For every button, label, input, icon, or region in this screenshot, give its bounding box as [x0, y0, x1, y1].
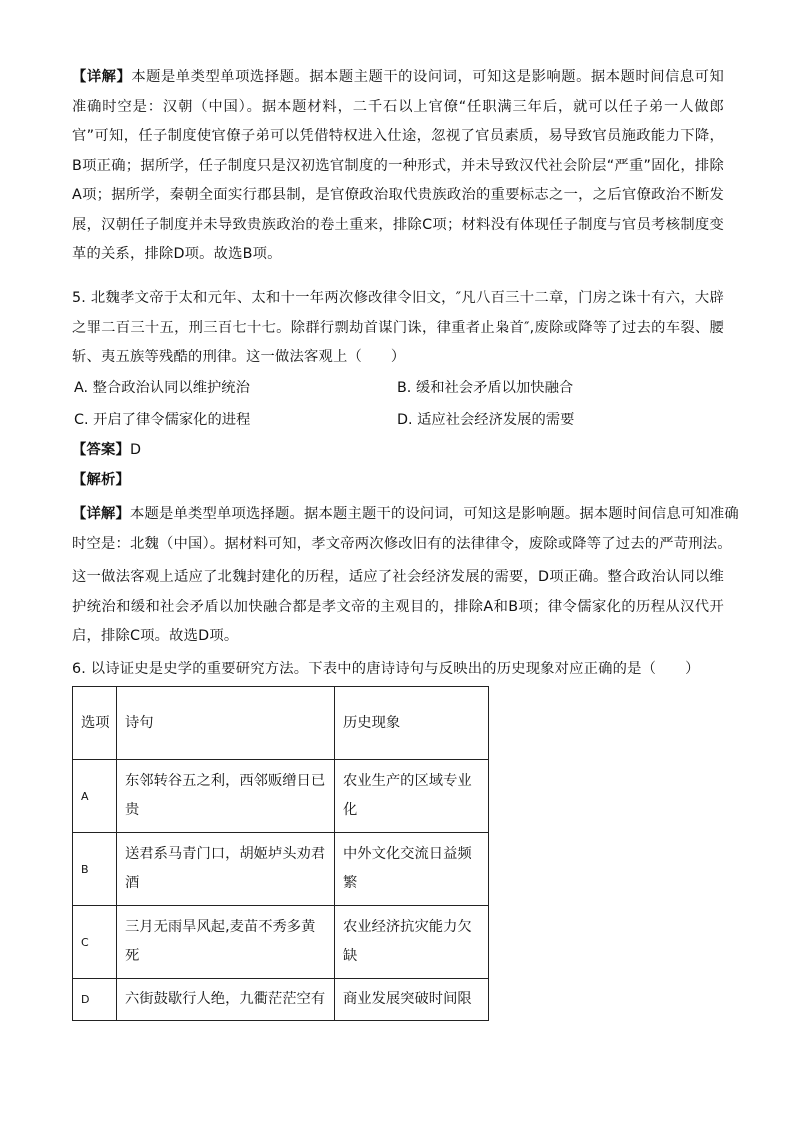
- analysis-label: 【解析】: [72, 472, 130, 488]
- row-option: C: [73, 906, 117, 979]
- row-poem: 东邻转谷五之利，西邻贩缯日已贵: [117, 760, 335, 833]
- row-poem: 六街鼓歇行人绝，九衢茫茫空有: [117, 979, 335, 1021]
- q5-detail-rest: 这一做法客观上适应了北魏封建化的历程，适应了社会经济发展的需要，D项正确。整合政治认同以维护统治和缓和社会矛盾以加快融合都是孝文帝的主观目的，排除A和B项；律令儒家化的历程从汉代开启，排除C项。故选D项。: [72, 569, 724, 644]
- row-history: 农业生产的区域专业化: [335, 760, 489, 833]
- q5-detail-line-2: 时空是：北魏（中国）。据材料可知，孝文帝两次修改旧有的法律律令，废除或降等了过去的严苛刑法。: [72, 536, 732, 552]
- poem-history-table: [72, 686, 489, 1021]
- answer-value: D: [130, 442, 142, 458]
- q5-option-c: C. 开启了律令儒家化的进程: [74, 412, 251, 428]
- q5-option-a: A. 整合政治认同以维护统治: [74, 380, 250, 396]
- row-poem: 三月无雨旱风起,麦苗不秀多黄死: [117, 906, 335, 979]
- detail-paragraph-q4: [72, 63, 724, 270]
- detail-text: 本题是单类型单项选择题。据本题主题干的设问词，可知这是影响题。据本题时间信息可知准确时空是：汉朝（中国）。据本题材料，二千石以上官僚“任职满三年后，就可以任子弟一人做郎官”可知，任子制度使官僚子弟可以凭借特权进入仕途，忽视了官员素质，易导致官员施政能力下降，B项正确；据所学，任子制度只是汉初选官制度的一种形式，并未导致汉代社会阶层“严重”固化，排除A项；据所学，秦朝全面实行郡县制，是官僚政治取代贵族政治的重要标志之一，之后官僚政治不断发展，汉朝任子制度并未导致贵族政治的卷土重来，排除C项；材料没有体现任子制度与官员考核制度变革的关系，排除D项。故选B项。: [72, 69, 724, 262]
- table-row: [73, 833, 489, 906]
- q5-answer: [72, 436, 724, 466]
- table-header-row: [73, 687, 489, 760]
- header-option: 选项: [73, 687, 117, 760]
- row-history: 商业发展突破时间限: [335, 979, 489, 1021]
- table-row: [73, 979, 489, 1021]
- question-5-stem: 5. 北魏孝文帝于太和元年、太和十一年两次修改律令旧文，″凡八百三十二章，门房之诛十有六，大辟之罪二百三十五，刑三百七十七。除群行剽劫首谋门诛，律重者止枭首″,废除或降等了过去的车裂、腰斩、夷五族等残酷的刑律。这一做法客观上（ ）: [72, 290, 724, 365]
- answer-label: 【答案】: [72, 442, 130, 458]
- row-option: D: [73, 979, 117, 1021]
- q5-option-d: D. 适应社会经济发展的需要: [397, 412, 575, 428]
- row-poem: 送君系马青门口，胡姬垆头劝君酒: [117, 833, 335, 906]
- row-option: B: [73, 833, 117, 906]
- table-row: [73, 906, 489, 979]
- header-history: 历史现象: [335, 687, 489, 760]
- header-poem: 诗句: [117, 687, 335, 760]
- row-option: A: [73, 760, 117, 833]
- q5-option-b: B. 缓和社会矛盾以加快融合: [397, 380, 574, 396]
- q5-detail-line-1: [72, 500, 739, 530]
- question-6-stem: 6. 以诗证史是史学的重要研究方法。下表中的唐诗诗句与反映出的历史现象对应正确的是（ ）: [72, 661, 700, 677]
- q5-analysis-label: [72, 466, 724, 496]
- table-row: [73, 760, 489, 833]
- detail-label: 【详解】: [72, 506, 130, 522]
- detail-label: 【详解】: [72, 69, 132, 85]
- detail-text: 本题是单类型单项选择题。据本题主题干的设问词，可知这是影响题。据本题时间信息可知准确: [130, 506, 739, 522]
- row-history: 农业经济抗灾能力欠缺: [335, 906, 489, 979]
- row-history: 中外文化交流日益频繁: [335, 833, 489, 906]
